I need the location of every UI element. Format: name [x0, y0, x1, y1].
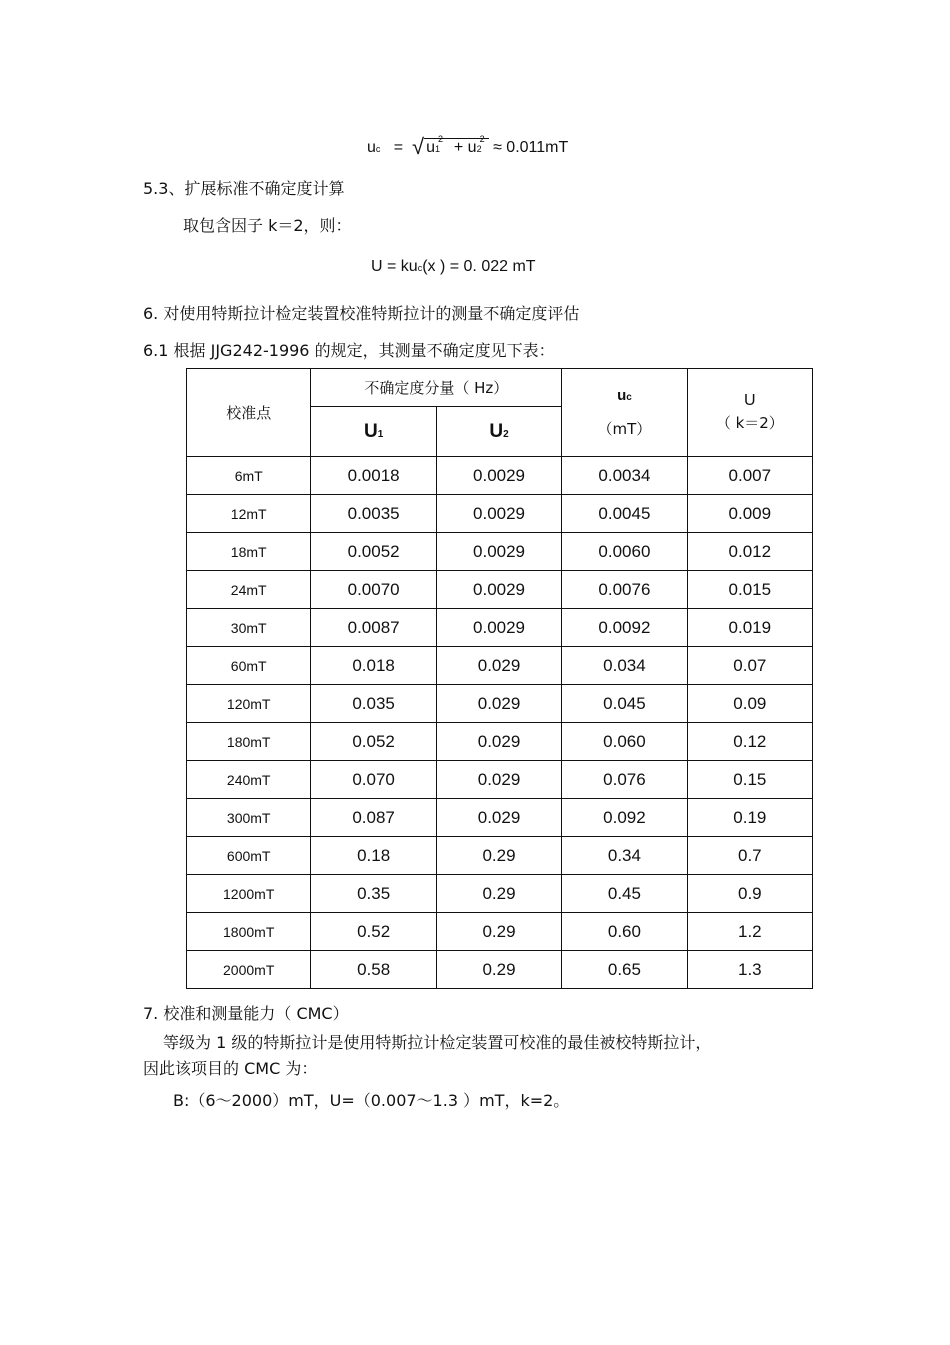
section-7-line2: 因此该项目的 CMC 为：: [143, 1059, 318, 1078]
formula-U: U = kuc(x ) = 0. 022 mT: [371, 258, 536, 275]
cell-value: 0.29: [436, 875, 561, 913]
section-7-heading: 7. 校准和测量能力（ CMC）: [143, 1004, 349, 1023]
cell-value: 0.0092: [562, 609, 687, 647]
cell-calibration-point: 300mT: [187, 799, 311, 837]
cell-value: 0.087: [311, 799, 436, 837]
cell-value: 0.07: [687, 647, 812, 685]
cell-value: 0.9: [687, 875, 812, 913]
cell-value: 0.060: [562, 723, 687, 761]
section-5-3-heading: 5.3、扩展标准不确定度计算: [143, 179, 345, 198]
cell-value: 0.092: [562, 799, 687, 837]
cell-value: 0.34: [562, 837, 687, 875]
table-row: [187, 457, 813, 495]
cell-value: 0.0052: [311, 533, 436, 571]
header-uncertainty-components: 不确定度分量（ Hz）: [311, 369, 562, 407]
sqrt-sign-icon: √: [411, 134, 425, 159]
cell-value: 0.045: [562, 685, 687, 723]
cell-value: 0.0060: [562, 533, 687, 571]
cell-value: 0.018: [311, 647, 436, 685]
table-row: [187, 533, 813, 571]
cell-calibration-point: 1800mT: [187, 913, 311, 951]
cell-value: 0.015: [687, 571, 812, 609]
table-row: [187, 875, 813, 913]
table-row: [187, 609, 813, 647]
cell-calibration-point: 180mT: [187, 723, 311, 761]
cell-value: 0.52: [311, 913, 436, 951]
cell-calibration-point: 2000mT: [187, 951, 311, 989]
cell-calibration-point: 1200mT: [187, 875, 311, 913]
cell-value: 0.0029: [436, 533, 561, 571]
cell-value: 0.009: [687, 495, 812, 533]
section-6-heading: 6. 对使用特斯拉计检定装置校准特斯拉计的测量不确定度评估: [143, 304, 580, 323]
table-row: [187, 799, 813, 837]
cell-value: 0.0035: [311, 495, 436, 533]
cell-calibration-point: 60mT: [187, 647, 311, 685]
cell-value: 0.035: [311, 685, 436, 723]
sqrt-expression: √ $u1^2 + u2^2$: [412, 132, 489, 158]
cell-value: 0.65: [562, 951, 687, 989]
cell-value: 0.45: [562, 875, 687, 913]
cell-calibration-point: 12mT: [187, 495, 311, 533]
cell-calibration-point: 240mT: [187, 761, 311, 799]
cell-value: 0.029: [436, 685, 561, 723]
cell-value: 0.0029: [436, 609, 561, 647]
cell-value: 0.0045: [562, 495, 687, 533]
cell-calibration-point: 30mT: [187, 609, 311, 647]
uncertainty-table: [186, 368, 813, 989]
table-row: [187, 723, 813, 761]
formula-uc: uc = √ $u1^2 + u2^2 \approx 0.011mT$: [367, 134, 569, 159]
cell-value: 0.052: [311, 723, 436, 761]
cell-value: 0.0076: [562, 571, 687, 609]
table-header-row: [187, 369, 813, 407]
header-calibration-point: 校准点: [187, 369, 311, 457]
header-u1: U1: [311, 407, 436, 457]
header-uc: uc （mT）: [562, 369, 687, 457]
cell-value: 0.0070: [311, 571, 436, 609]
cell-value: 0.35: [311, 875, 436, 913]
cell-calibration-point: 120mT: [187, 685, 311, 723]
table-row: [187, 685, 813, 723]
cell-calibration-point: 24mT: [187, 571, 311, 609]
cell-value: 0.019: [687, 609, 812, 647]
header-u2: U2: [436, 407, 561, 457]
cell-value: 0.19: [687, 799, 812, 837]
cell-value: 0.076: [562, 761, 687, 799]
cell-value: 0.0018: [311, 457, 436, 495]
cell-value: 0.29: [436, 951, 561, 989]
cell-value: 0.034: [562, 647, 687, 685]
table-row: [187, 951, 813, 989]
cell-value: 0.29: [436, 837, 561, 875]
cell-value: 0.60: [562, 913, 687, 951]
cell-value: 1.3: [687, 951, 812, 989]
section-7-line1: 等级为 1 级的特斯拉计是使用特斯拉计检定装置可校准的最佳被校特斯拉计，: [163, 1033, 712, 1052]
table-row: [187, 837, 813, 875]
cell-calibration-point: 6mT: [187, 457, 311, 495]
cell-value: 0.0087: [311, 609, 436, 647]
cell-value: 0.007: [687, 457, 812, 495]
cell-value: 0.29: [436, 913, 561, 951]
cell-value: 0.15: [687, 761, 812, 799]
section-7-cmc: B:（6～2000）mT，U=（0.007～1.3 ）mT，k=2。: [173, 1091, 570, 1110]
cell-value: 0.029: [436, 723, 561, 761]
table-row: [187, 571, 813, 609]
table-row: [187, 647, 813, 685]
cell-value: 0.0029: [436, 495, 561, 533]
cell-value: 0.58: [311, 951, 436, 989]
cell-value: 0.029: [436, 799, 561, 837]
cell-value: 1.2: [687, 913, 812, 951]
cell-value: 0.0029: [436, 571, 561, 609]
table-row: [187, 761, 813, 799]
section-5-3-text: 取包含因子 k＝2，则：: [183, 216, 352, 235]
cell-value: 0.070: [311, 761, 436, 799]
cell-calibration-point: 600mT: [187, 837, 311, 875]
section-6-1-text: 6.1 根据 JJG242-1996 的规定，其测量不确定度见下表：: [143, 341, 555, 360]
table-row: [187, 495, 813, 533]
cell-value: 0.029: [436, 761, 561, 799]
cell-value: 0.12: [687, 723, 812, 761]
header-U: U （ k＝2）: [687, 369, 812, 457]
cell-value: 0.7: [687, 837, 812, 875]
table-row: [187, 913, 813, 951]
cell-value: 0.18: [311, 837, 436, 875]
cell-value: 0.0029: [436, 457, 561, 495]
cell-calibration-point: 18mT: [187, 533, 311, 571]
cell-value: 0.0034: [562, 457, 687, 495]
cell-value: 0.012: [687, 533, 812, 571]
cell-value: 0.029: [436, 647, 561, 685]
cell-value: 0.09: [687, 685, 812, 723]
